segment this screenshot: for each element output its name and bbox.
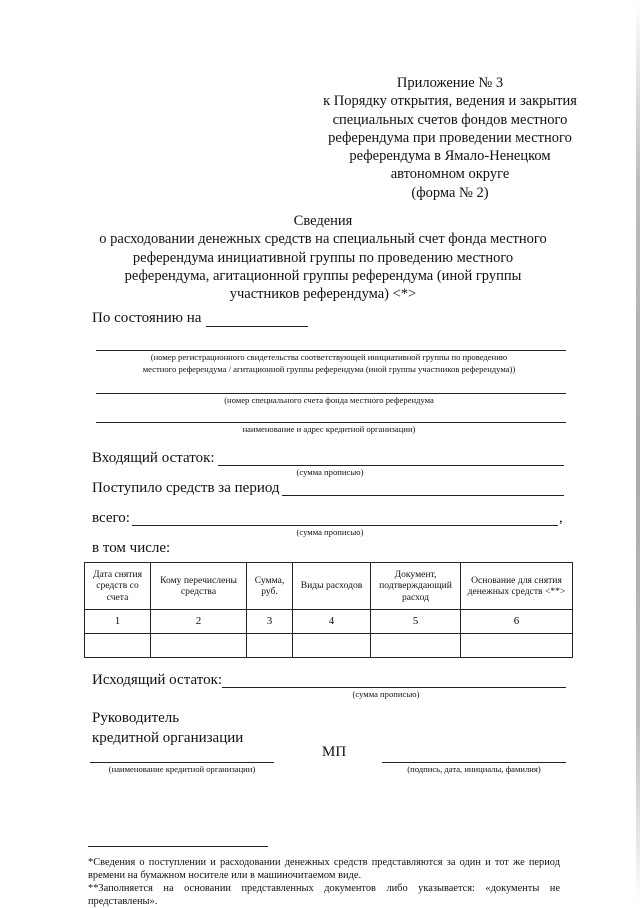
column-number: 1 <box>85 610 151 634</box>
total-label: всего: <box>92 510 130 526</box>
table-cell[interactable] <box>371 634 461 658</box>
column-header: Виды расходов <box>293 563 371 610</box>
as-of-date-line[interactable] <box>206 326 308 327</box>
account-caption: (номер специального счета фонда местного референдума <box>224 395 434 405</box>
table-cell[interactable] <box>247 634 293 658</box>
head-role-line1: Руководитель <box>92 710 180 726</box>
column-number: 5 <box>371 610 461 634</box>
table-cell[interactable] <box>85 634 151 658</box>
closing-balance-label: Исходящий остаток: <box>92 672 223 688</box>
including-label: в том числе: <box>92 540 171 556</box>
signature-line[interactable] <box>382 762 566 763</box>
scan-edge <box>636 0 640 905</box>
column-header: Документ, подтверждающий расход <box>371 563 461 610</box>
column-number: 3 <box>247 610 293 634</box>
column-number: 6 <box>461 610 573 634</box>
total-line[interactable] <box>132 525 558 526</box>
appendix-line: к Порядку открытия, ведения и закрытия <box>323 93 577 110</box>
appendix-line: автономном округе <box>390 166 510 183</box>
appendix-line: специальных счетов фондов местного <box>332 111 568 128</box>
column-number: 2 <box>151 610 247 634</box>
footnote-1: *Сведения о поступлении и расходовании денежных средств представляются за один и тот же период времени на бумажном носителе или в машиночитаемом виде. <box>88 857 560 881</box>
received-line[interactable] <box>282 495 564 496</box>
appendix-line: референдума в Ямало-Ненецком <box>349 148 551 165</box>
table-cell[interactable] <box>293 634 371 658</box>
footnote-separator <box>88 846 268 847</box>
table-cell[interactable] <box>151 634 247 658</box>
seal-label: МП <box>322 744 347 760</box>
column-number-row <box>85 610 573 634</box>
title-line: референдума инициативной группы по проведению местного <box>132 249 514 266</box>
footnote-2: **Заполняется на основании представленных документов либо указывается: «документы не представлены». <box>88 883 560 907</box>
signature-caption: (подпись, дата, инициалы, фамилия) <box>407 764 541 774</box>
column-header: Сумма, руб. <box>247 563 293 610</box>
title-line: Сведения <box>293 213 353 229</box>
title-line: участников референдума) <*> <box>229 286 417 303</box>
closing-balance-line[interactable] <box>222 687 566 688</box>
column-header: Кому перечислены средства <box>151 563 247 610</box>
spending-table <box>84 562 573 658</box>
opening-balance-line[interactable] <box>218 465 564 466</box>
registration-number-line[interactable] <box>96 350 566 351</box>
appendix-header <box>300 74 600 202</box>
head-role-line2: кредитной организации <box>92 730 244 746</box>
total-comma: , <box>559 510 563 526</box>
column-header: Основание для снятия денежных средств <**> <box>461 563 573 610</box>
opening-balance-label: Входящий остаток: <box>92 450 215 466</box>
column-number: 4 <box>293 610 371 634</box>
sum-words-caption: (сумма прописью) <box>296 527 364 537</box>
document-title <box>88 212 558 303</box>
bank-caption: наименование и адрес кредитной организации) <box>242 424 416 434</box>
table-header-row <box>85 563 573 610</box>
table-cell[interactable] <box>461 634 573 658</box>
sum-words-caption: (сумма прописью) <box>296 467 364 477</box>
appendix-line: Приложение № 3 <box>396 75 504 91</box>
bank-address-line[interactable] <box>96 422 566 423</box>
registration-caption-line2: местного референдума / агитационной группы референдума (иной группы участников референдума)) <box>142 364 516 374</box>
sum-words-caption: (сумма прописью) <box>352 689 420 699</box>
title-line: референдума, агитационной группы референдума (иной группы <box>124 267 522 284</box>
appendix-line: референдума при проведении местного <box>328 129 572 146</box>
bank-name-line[interactable] <box>90 762 274 763</box>
column-header: Дата снятия средств со счета <box>85 563 151 610</box>
account-number-line[interactable] <box>96 393 566 394</box>
table-row <box>85 634 573 658</box>
title-line: о расходовании денежных средств на специальный счет фонда местного <box>99 231 547 248</box>
received-label: Поступило средств за период <box>92 480 280 496</box>
as-of-label: По состоянию на <box>92 310 202 326</box>
form-number: (форма № 2) <box>411 184 489 201</box>
bank-name-caption: (наименование кредитной организации) <box>108 764 256 774</box>
registration-caption-line1: (номер регистрационного свидетельства соответствующей инициативной группы по проведению <box>150 352 508 362</box>
